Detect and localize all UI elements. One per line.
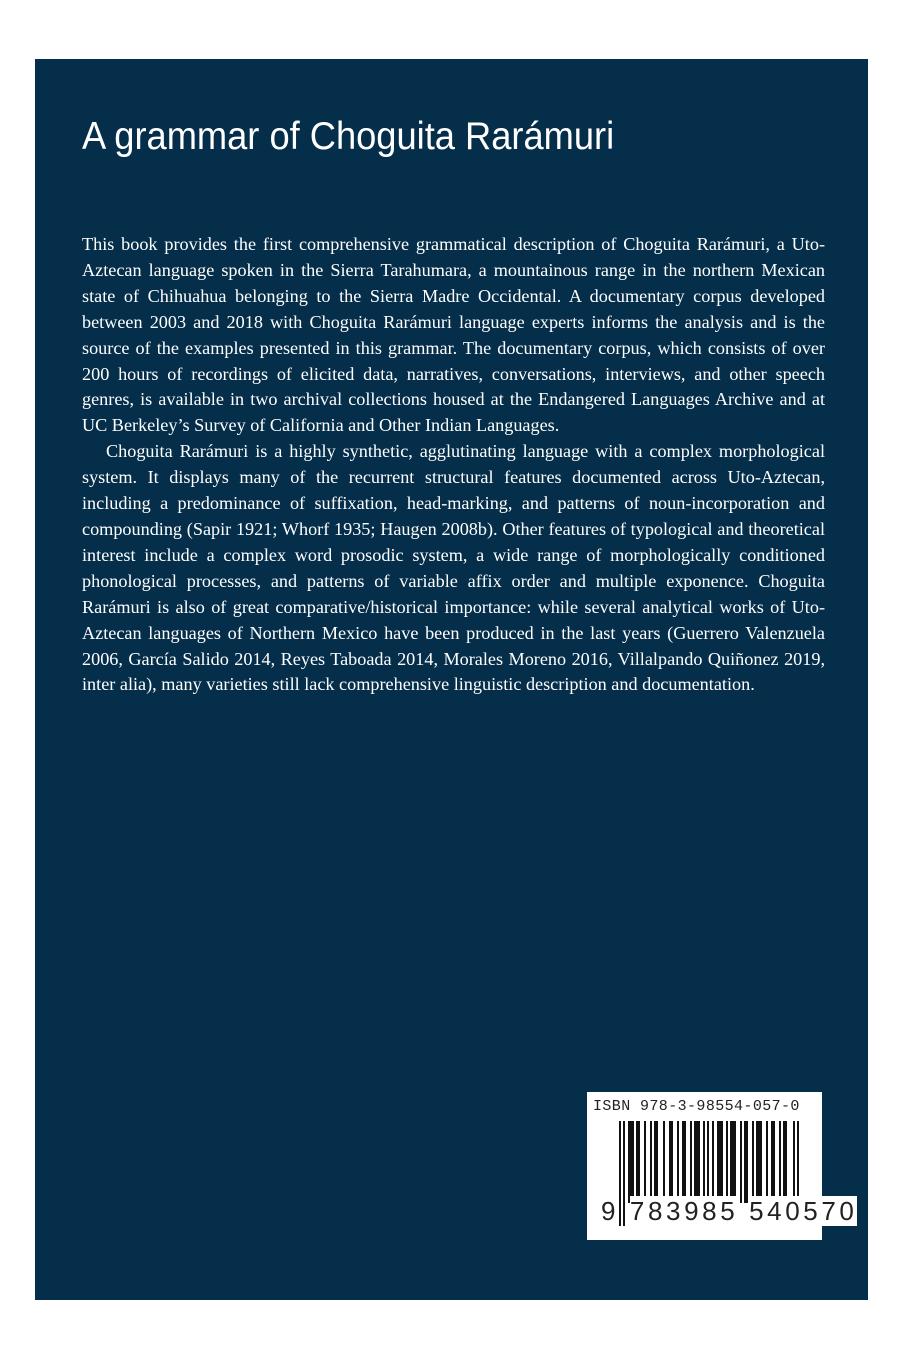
back-cover xyxy=(35,59,868,1300)
blurb-paragraph-2: Choguita Rarámuri is a highly synthetic, agglutinating language with a complex morphological system. It displays many of the recurrent structural features documented across Uto-Aztecan, including a predominance of suffixation, head-marking, and patterns of noun-incorporation and compounding (Sapir 1921; Whorf 1935; Haugen 2008b). Other features of typological and theoretical interest include a complex word prosodic system, a wide range of morphologically conditioned phonological processes, and patterns of variable affix order and multiple exponence. Choguita Rarámuri is also of great comparative/historical importance: while several analytical works of Uto-Aztecan languages of Northern Mexico have been produced in the last years (Guerrero Valenzuela 2006, García Salido 2014, Reyes Taboada 2014, Morales Moreno 2016, Villalpando Quiñonez 2019, inter alia), many varieties still lack comprehensive linguistic description and documentation. xyxy=(82,441,825,695)
ean-left-digits: 783985 xyxy=(629,1196,739,1226)
ean-right-digits: 540570 xyxy=(749,1196,858,1226)
ean-first-digit: 9 xyxy=(601,1196,620,1226)
book-title: A grammar of Choguita Rarámuri xyxy=(82,115,615,158)
blurb-paragraph-1: This book provides the first comprehensive grammatical description of Choguita Rarámuri, a Uto-Aztecan language spoken in the Sierra Tarahumara, a mountainous range in the northern Mexican state of Chihuahua belonging to the Sierra Madre Occidental. A documentary corpus developed between 2003 and 2018 with Choguita Rarámuri language experts informs the analysis and is the source of the examples presented in this grammar. The documentary corpus, which consists of over 200 hours of recordings of elicited data, narratives, conversations, interviews, and other speech genres, is available in two archival collections housed at the Endangered Languages Archive and at UC Berkeley’s Survey of California and Other Indian Languages. xyxy=(82,234,825,436)
book-blurb xyxy=(82,232,825,698)
isbn-label: ISBN 978-3-98554-057-0 xyxy=(593,1098,800,1115)
ean-digits xyxy=(601,1196,857,1227)
isbn-barcode xyxy=(587,1092,858,1240)
